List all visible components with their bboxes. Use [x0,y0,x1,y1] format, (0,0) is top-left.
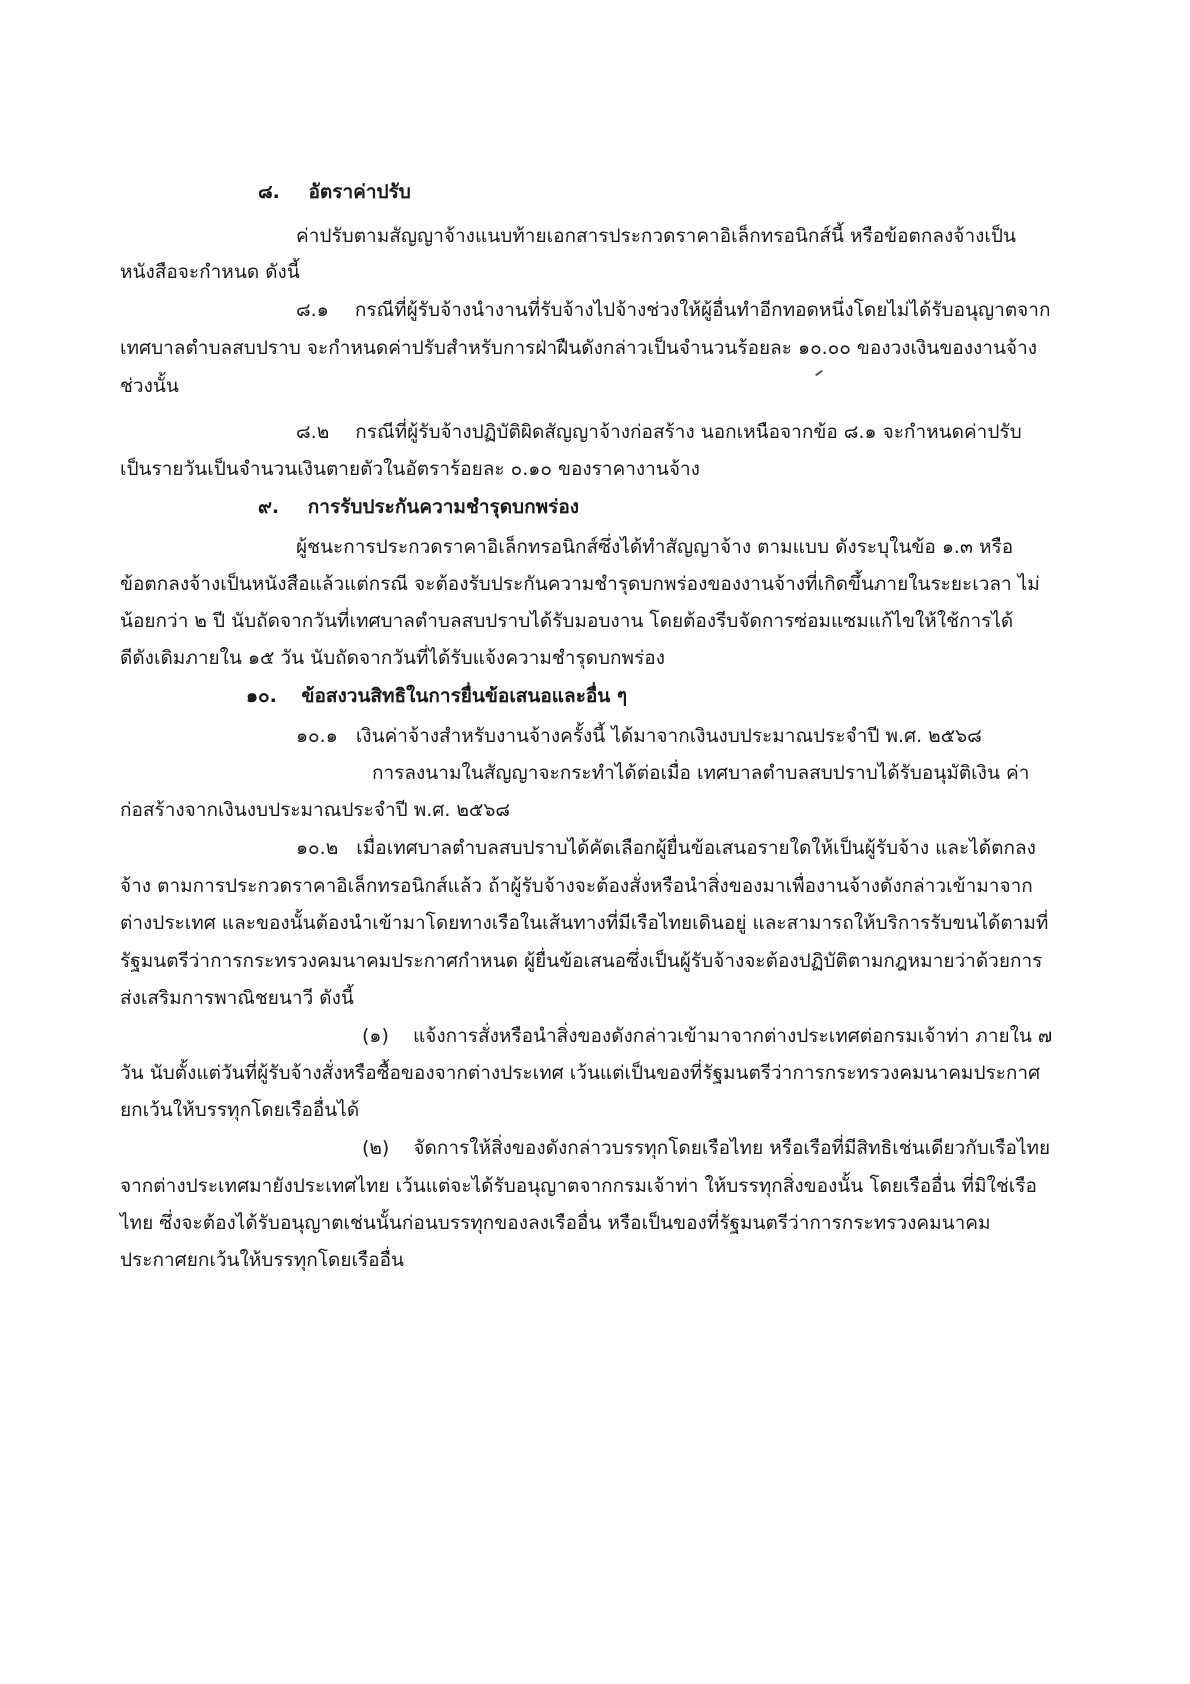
subitem-2-line-4: ประกาศยกเว้นให้บรรทุกโดยเรืออื่น [120,1249,404,1271]
section-8-heading [258,178,411,206]
item-10-2-text: เมื่อเทศบาลตำบลสบปราบได้คัดเลือกผู้ยื่นข้อเสนอรายใดให้เป็นผู้รับจ้าง และได้ตกลง [356,837,1036,859]
item-8-1-line-1 [296,296,1050,324]
subitem-1-line-2: วัน นับตั้งแต่วันที่ผู้รับจ้างสั่งหรือซื้อของจากต่างประเทศ เว้นแต่เป็นของที่รัฐมนตรีว่าการกระทรวงคมนาคมประกาศ [120,1062,1041,1084]
subitem-2-line-2: จากต่างประเทศมายังประเทศไทย เว้นแต่จะได้รับอนุญาตจากกรมเจ้าท่า ให้บรรทุกสิ่งของนั้น โดยเรืออื่น ที่มิใช่เรือ [120,1175,1037,1197]
item-10-2-line-3: ต่างประเทศ และของนั้นต้องนำเข้ามาโดยทางเรือในเส้นทางที่มีเรือไทยเดินอยู่ และสามารถให้บริการรับขนได้ตามที่ [120,912,1049,934]
subitem-1-number: (๑) [362,1025,389,1047]
section-8-intro-line-1: ค่าปรับตามสัญญาจ้างแนบท้ายเอกสารประกวดราคาอิเล็กทรอนิกส์นี้ หรือข้อตกลงจ้างเป็น [296,225,1016,247]
item-8-1-line-2: เทศบาลตำบลสบปราบ จะกำหนดค่าปรับสำหรับการฝ่าฝืนดังกล่าวเป็นจำนวนร้อยละ ๑๐.๐๐ ของวงเงินของงานจ้าง [120,337,1038,359]
item-8-1-text: กรณีที่ผู้รับจ้างนำงานที่รับจ้างไปจ้างช่วงให้ผู้อื่นทำอีกทอดหนึ่งโดยไม่ได้รับอนุญาตจาก [354,299,1051,321]
item-8-2-number: ๘.๒ [296,421,330,443]
item-10-1-line-2: การลงนามในสัญญาจะกระทำได้ต่อเมื่อ เทศบาลตำบลสบปราบได้รับอนุมัติเงิน ค่า [372,762,1030,784]
subitem-1-text: แจ้งการสั่งหรือนำสิ่งของดังกล่าวเข้ามาจากต่างประเทศต่อกรมเจ้าท่า ภายใน ๗ [412,1025,1053,1047]
subitem-2-line-3: ไทย ซึ่งจะต้องได้รับอนุญาตเช่นนั้นก่อนบรรทุกของลงเรืออื่น หรือเป็นของที่รัฐมนตรีว่าการกระทรวงคมนาคม [120,1212,991,1234]
item-10-2-line-2: จ้าง ตามการประกวดราคาอิเล็กทรอนิกส์แล้ว ถ้าผู้รับจ้างจะต้องสั่งหรือนำสิ่งของมาเพื่องานจ้างดังกล่าวเข้ามาจาก [120,875,1033,897]
section-9-line-1: ผู้ชนะการประกวดราคาอิเล็กทรอนิกส์ซึ่งได้ทำสัญญาจ้าง ตามแบบ ดังระบุในข้อ ๑.๓ หรือ [296,536,1014,558]
item-10-1-line-1 [296,722,982,750]
subitem-2-line-1 [362,1134,1050,1162]
section-10-heading [246,682,627,710]
item-10-2-number: ๑๐.๒ [296,837,339,859]
subitem-2-number: (๒) [362,1137,390,1159]
section-9-line-3: น้อยกว่า ๒ ปี นับถัดจากวันที่เทศบาลตำบลสบปราบได้รับมอบงาน โดยต้องรีบจัดการซ่อมแซมแก้ไขให้ใช้การได้ [120,610,1014,632]
section-9-title: การรับประกันความชำรุดบกพร่อง [307,496,580,518]
item-10-2-line-1 [296,834,1036,862]
section-8-intro-line-2: หนังสือจะกำหนด ดังนี้ [120,261,300,283]
item-10-1-line-3: ก่อสร้างจากเงินงบประมาณประจำปี พ.ศ. ๒๕๖๘ [120,799,511,821]
section-10-number: ๑๐. [246,685,277,707]
section-9-line-2: ข้อตกลงจ้างเป็นหนังสือแล้วแต่กรณี จะต้องรับประกันความชำรุดบกพร่องของงานจ้างที่เกิดขึ้นภายในระยะเวลา ไม่ [120,573,1040,595]
section-8-number: ๘. [258,181,280,203]
item-10-1-number: ๑๐.๑ [296,725,338,747]
section-9-heading [258,493,579,521]
section-8-title: อัตราค่าปรับ [308,181,411,203]
item-8-1-line-3: ช่วงนั้น [120,375,179,397]
item-8-2-text: กรณีที่ผู้รับจ้างปฏิบัติผิดสัญญาจ้างก่อสร้าง นอกเหนือจากข้อ ๘.๑ จะกำหนดค่าปรับ [355,421,1022,443]
scan-mark [815,370,823,376]
subitem-2-text: จัดการให้สิ่งของดังกล่าวบรรทุกโดยเรือไทย หรือเรือที่มีสิทธิเช่นเดียวกับเรือไทย [413,1137,1051,1159]
section-10-title: ข้อสงวนสิทธิในการยื่นข้อเสนอและอื่น ๆ [301,685,628,707]
item-8-2-line-2: เป็นรายวันเป็นจำนวนเงินตายตัวในอัตราร้อยละ ๐.๑๐ ของราคางานจ้าง [120,458,700,480]
item-10-2-line-4: รัฐมนตรีว่าการกระทรวงคมนาคมประกาศกำหนด ผู้ยื่นข้อเสนอซึ่งเป็นผู้รับจ้างจะต้องปฏิบัติตามกฎหมายว่าด้วยการ [120,950,1043,972]
section-9-number: ๙. [258,496,280,518]
section-9-line-4: ดีดังเดิมภายใน ๑๕ วัน นับถัดจากวันที่ได้รับแจ้งความชำรุดบกพร่อง [120,647,665,669]
subitem-1-line-1 [362,1022,1052,1050]
subitem-1-line-3: ยกเว้นให้บรรทุกโดยเรืออื่นได้ [120,1099,360,1121]
item-8-2-line-1 [296,418,1022,446]
item-10-2-line-5: ส่งเสริมการพาณิชยนาวี ดังนี้ [120,987,354,1009]
item-10-1-text: เงินค่าจ้างสำหรับงานจ้างครั้งนี้ ได้มาจากเงินงบประมาณประจำปี พ.ศ. ๒๕๖๘ [355,725,982,747]
item-8-1-number: ๘.๑ [296,299,329,321]
